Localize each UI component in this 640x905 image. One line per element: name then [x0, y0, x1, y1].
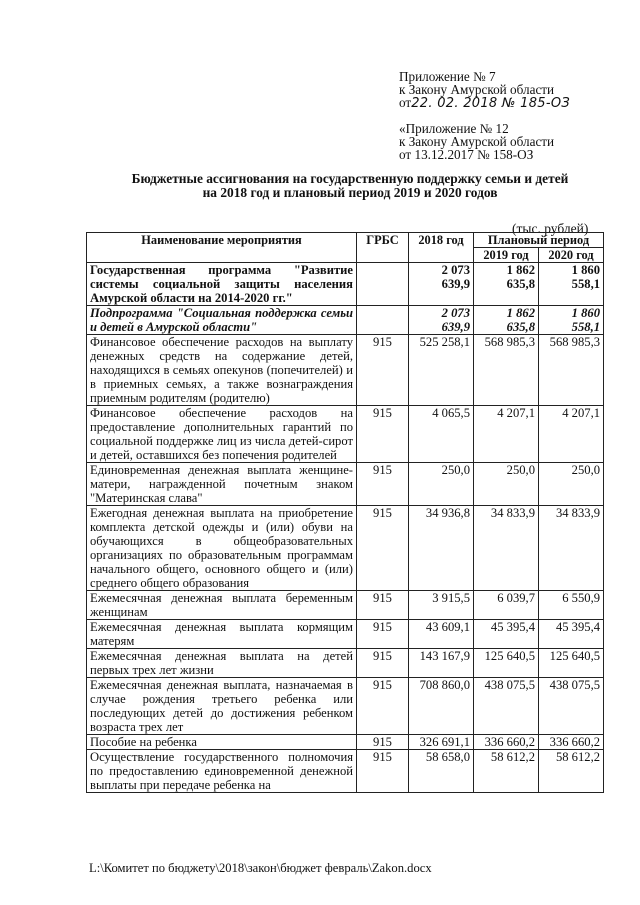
table-row — [87, 678, 604, 735]
cell-name: Финансовое обеспечение расходов на выплату денежных средств на содержание детей, находящихся в семьях опекунов (попечителей) и в приемных семьях, а также вознаграждения приемным родителям (родителю) — [87, 335, 357, 406]
cell-2018: 326 691,1 — [409, 735, 474, 750]
prev-appendix-date: от 13.12.2017 № 158-ОЗ — [399, 147, 534, 162]
cell-2019: 45 395,4 — [474, 620, 539, 649]
table-row — [87, 649, 604, 678]
cell-2020: 125 640,5 — [539, 649, 604, 678]
cell-2018: 4 065,5 — [409, 406, 474, 463]
cell-name: Ежемесячная денежная выплата кормящим матерям — [87, 620, 357, 649]
header-2019: 2019 год — [474, 248, 539, 263]
cell-name: Ежемесячная денежная выплата, назначаемая в случае рождения третьего ребенка или последующих детей до достижения ребенком возраста трех лет — [87, 678, 357, 735]
cell-grbs: 915 — [357, 678, 409, 735]
cell-2018: 58 658,0 — [409, 750, 474, 793]
cell-2020: 336 660,2 — [539, 735, 604, 750]
cell-2019: 125 640,5 — [474, 649, 539, 678]
cell-name: Подпрограмма "Социальная поддержка семьи и детей в Амурской области" — [87, 306, 357, 335]
cell-2020: 1 860 558,1 — [539, 263, 604, 306]
cell-2020: 58 612,2 — [539, 750, 604, 793]
units-label: (тыс. рублей) — [512, 221, 589, 236]
cell-2019: 1 862 635,8 — [474, 263, 539, 306]
table-row — [87, 263, 604, 306]
cell-2019: 1 862 635,8 — [474, 306, 539, 335]
appendix-block — [399, 70, 570, 110]
cell-name: Государственная программа "Развитие системы социальной защиты населения Амурской области на 2014-2020 гг." — [87, 263, 357, 306]
appendix-law: к Закону Амурской области — [399, 82, 555, 97]
cell-2018: 143 167,9 — [409, 649, 474, 678]
cell-grbs: 915 — [357, 750, 409, 793]
table-body — [87, 263, 604, 793]
cell-2020: 6 550,9 — [539, 591, 604, 620]
cell-grbs: 915 — [357, 649, 409, 678]
cell-name: Осуществление государственного полномочия по предоставлению единовременной денежной выплаты при передаче ребенка на — [87, 750, 357, 793]
table-row — [87, 750, 604, 793]
header-2020: 2020 год — [539, 248, 604, 263]
cell-grbs: 915 — [357, 591, 409, 620]
cell-2019: 34 833,9 — [474, 506, 539, 591]
cell-2019: 438 075,5 — [474, 678, 539, 735]
cell-2020: 250,0 — [539, 463, 604, 506]
table-row — [87, 620, 604, 649]
page-title: Бюджетные ассигнования на государственную поддержку семьи и детей на 2018 год и плановый период 2019 и 2020 годов — [131, 171, 569, 200]
cell-grbs: 915 — [357, 463, 409, 506]
cell-name: Единовременная денежная выплата женщине-матери, награжденной почетным знаком "Материнская слава" — [87, 463, 357, 506]
cell-2019: 336 660,2 — [474, 735, 539, 750]
cell-2020: 45 395,4 — [539, 620, 604, 649]
file-path-footer: L:\Комитет по бюджету\2018\закон\бюджет февраль\Zakon.docx — [89, 861, 432, 875]
cell-grbs: 915 — [357, 620, 409, 649]
cell-2019: 250,0 — [474, 463, 539, 506]
cell-2018: 250,0 — [409, 463, 474, 506]
table-row — [87, 591, 604, 620]
table-row — [87, 306, 604, 335]
cell-name: Ежемесячная денежная выплата беременным женщинам — [87, 591, 357, 620]
cell-name: Ежемесячная денежная выплата на детей первых трех лет жизни — [87, 649, 357, 678]
cell-grbs — [357, 263, 409, 306]
handwritten-date: 22. 02. 2018 № 185-ОЗ — [411, 96, 571, 111]
cell-2019: 568 985,3 — [474, 335, 539, 406]
cell-2020: 568 985,3 — [539, 335, 604, 406]
cell-2019: 4 207,1 — [474, 406, 539, 463]
cell-2020: 34 833,9 — [539, 506, 604, 591]
cell-2018: 2 073 639,9 — [409, 263, 474, 306]
cell-2018: 34 936,8 — [409, 506, 474, 591]
cell-grbs — [357, 306, 409, 335]
budget-table — [86, 232, 604, 793]
cell-2018: 525 258,1 — [409, 335, 474, 406]
cell-grbs: 915 — [357, 335, 409, 406]
prev-appendix-block — [399, 122, 554, 161]
header-name: Наименование мероприятия — [87, 233, 357, 263]
cell-2020: 1 860 558,1 — [539, 306, 604, 335]
header-planned: Плановый период — [474, 233, 604, 248]
cell-2018: 3 915,5 — [409, 591, 474, 620]
table-row — [87, 735, 604, 750]
prev-appendix-number: «Приложение № 12 — [399, 121, 509, 136]
cell-name: Финансовое обеспечение расходов на предоставление дополнительных гарантий по социальной поддержке лиц из числа детей-сирот и детей, оставшихся без попечения родителей — [87, 406, 357, 463]
header-grbs: ГРБС — [357, 233, 409, 263]
cell-2020: 438 075,5 — [539, 678, 604, 735]
header-2018: 2018 год — [409, 233, 474, 263]
table-row — [87, 406, 604, 463]
cell-2019: 6 039,7 — [474, 591, 539, 620]
table-row — [87, 506, 604, 591]
prev-appendix-law: к Закону Амурской области — [399, 134, 555, 149]
cell-name: Ежегодная денежная выплата на приобретение комплекта детской одежды и (или) обуви на обучающихся в общеобразовательных организациях по образовательным программам начального общего, основного общего и (или) среднего общего образования — [87, 506, 357, 591]
cell-grbs: 915 — [357, 506, 409, 591]
cell-2020: 4 207,1 — [539, 406, 604, 463]
cell-grbs: 915 — [357, 735, 409, 750]
cell-2018: 43 609,1 — [409, 620, 474, 649]
table-row — [87, 335, 604, 406]
cell-grbs: 915 — [357, 406, 409, 463]
cell-name: Пособие на ребенка — [87, 735, 357, 750]
appendix-number: Приложение № 7 — [399, 69, 496, 84]
cell-2018: 2 073 639,9 — [409, 306, 474, 335]
appendix-date: от22. 02. 2018 № 185-ОЗ — [399, 95, 571, 111]
cell-2018: 708 860,0 — [409, 678, 474, 735]
table-row — [87, 463, 604, 506]
cell-2019: 58 612,2 — [474, 750, 539, 793]
